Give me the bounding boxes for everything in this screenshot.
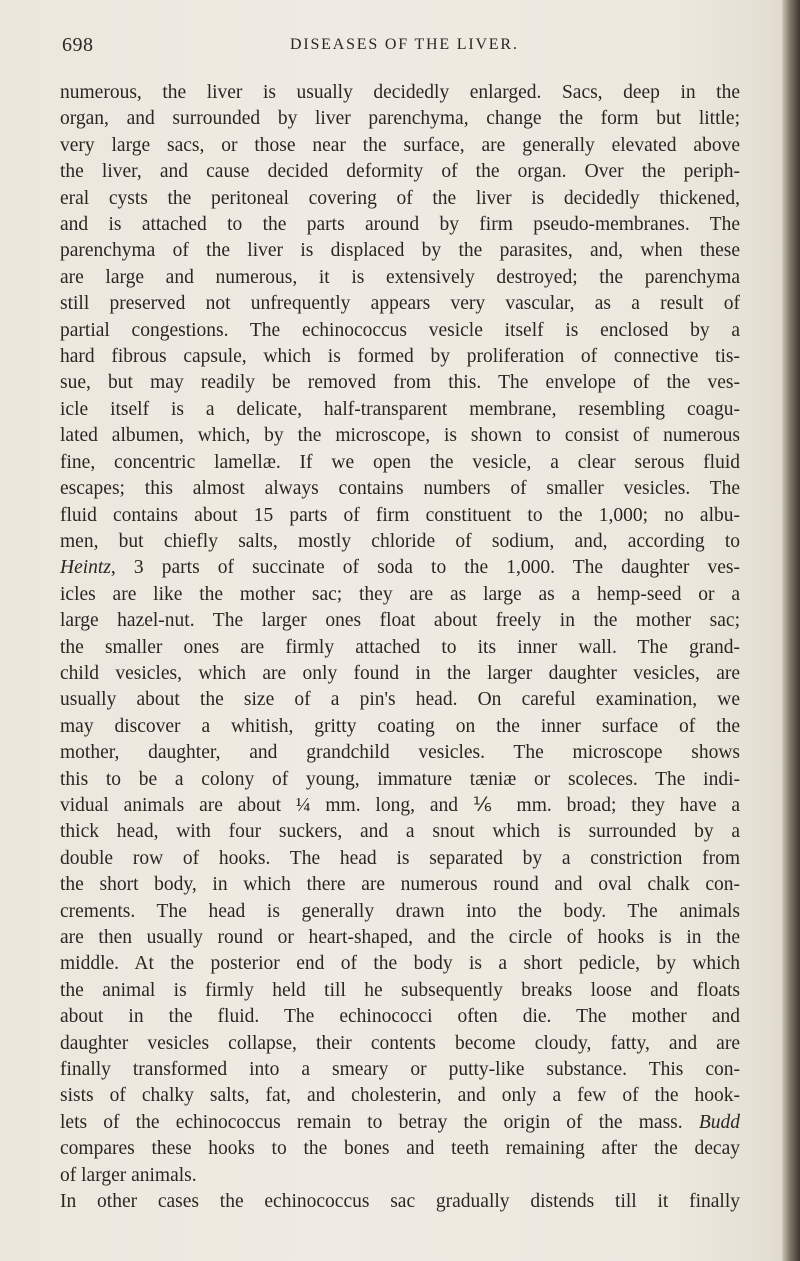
page-number: 698 — [62, 34, 94, 56]
text-line: large hazel-nut. The larger ones float about freely in the mother sac; — [60, 610, 740, 632]
text-line: may discover a whitish, gritty coating on the inner surface of the — [60, 715, 740, 737]
text-line: the short body, in which there are numerous round and oval chalk con- — [60, 874, 740, 896]
text-line: double row of hooks. The head is separated by a constriction from — [60, 847, 740, 869]
text-line: sists of chalky salts, fat, and cholesterin, and only a few of the hook- — [60, 1085, 740, 1107]
text-line: the animal is firmly held till he subsequently breaks loose and floats — [60, 979, 740, 1001]
text-line: still preserved not unfrequently appears very vascular, as a result of — [60, 293, 740, 315]
text-line: sue, but may readily be removed from this. The envelope of the ves- — [60, 372, 740, 394]
text-line: escapes; this almost always contains numbers of smaller vesicles. The — [60, 478, 740, 500]
text-line: mother, daughter, and grandchild vesicles. The microscope shows — [60, 742, 740, 764]
text-line-paragraph-end: of larger animals. — [60, 1164, 197, 1186]
page-edge-shadow — [782, 0, 800, 1261]
text-line-budd: lets of the echinococcus remain to betray the origin of the mass. Budd — [60, 1111, 740, 1133]
text-line: fine, concentric lamellæ. If we open the vesicle, a clear serous fluid — [60, 451, 740, 473]
text-line: thick head, with four suckers, and a snout which is surrounded by a — [60, 821, 740, 843]
text-line: usually about the size of a pin's head. On careful examination, we — [60, 689, 740, 711]
text-line: about in the fluid. The echinococci often die. The mother and — [60, 1006, 740, 1028]
text-line: icle itself is a delicate, half-transparent membrane, resembling coagu- — [60, 398, 740, 420]
body-text — [60, 80, 740, 1215]
text-line-heintz: Heintz, 3 parts of succinate of soda to the 1,000. The daughter ves- — [60, 557, 740, 579]
text-line: numerous, the liver is usually decidedly enlarged. Sacs, deep in the — [60, 82, 740, 103]
text-line: compares these hooks to the bones and teeth remaining after the decay — [60, 1138, 740, 1160]
page-header — [62, 34, 762, 62]
text-line: are then usually round or heart-shaped, and the circle of hooks is in the — [60, 927, 740, 948]
text-line: daughter vesicles collapse, their contents become cloudy, fatty, and are — [60, 1032, 740, 1054]
text-line: organ, and surrounded by liver parenchyma, change the form but little; — [60, 108, 740, 130]
text-line: finally transformed into a smeary or putty-like substance. This con- — [60, 1059, 740, 1081]
author-name: Heintz — [60, 557, 111, 579]
text-line: hard fibrous capsule, which is formed by proliferation of connective tis- — [60, 346, 740, 368]
author-name: Budd — [698, 1111, 740, 1133]
text-line: eral cysts the peritoneal covering of the liver is decidedly thickened, — [60, 187, 740, 209]
text-line: men, but chiefly salts, mostly chloride of sodium, and, according to — [60, 530, 740, 552]
text-line: vidual animals are about ¼ mm. long, and ⅙ mm. broad; they have a — [60, 794, 740, 816]
text-line: very large sacs, or those near the surface, are generally elevated above — [60, 134, 740, 156]
running-head: DISEASES OF THE LIVER. — [290, 36, 519, 53]
text-line: fluid contains about 15 parts of firm constituent to the 1,000; no albu- — [60, 504, 740, 526]
text-line: middle. At the posterior end of the body is a short pedicle, by which — [60, 953, 740, 975]
text-line: this to be a colony of young, immature tæniæ or scoleces. The indi- — [60, 768, 740, 790]
text-line: the smaller ones are firmly attached to its inner wall. The grand- — [60, 636, 740, 658]
text-line-paragraph-start: In other cases the echinococcus sac gradually distends till it finally — [60, 1191, 740, 1213]
text-line: are large and numerous, it is extensively destroyed; the parenchyma — [60, 266, 740, 288]
text-line: lated albumen, which, by the microscope, is shown to consist of numerous — [60, 425, 740, 447]
text-line: partial congestions. The echinococcus vesicle itself is enclosed by a — [60, 319, 740, 341]
text-line: and is attached to the parts around by firm pseudo-membranes. The — [60, 214, 740, 236]
text-line: parenchyma of the liver is displaced by the parasites, and, when these — [60, 240, 740, 262]
text-line: child vesicles, which are only found in the larger daughter vesicles, are — [60, 662, 740, 684]
text-line: the liver, and cause decided deformity of the organ. Over the periph- — [60, 161, 740, 183]
text-line: icles are like the mother sac; they are as large as a hemp-seed or a — [60, 583, 740, 605]
text-line: crements. The head is generally drawn into the body. The animals — [60, 900, 740, 922]
